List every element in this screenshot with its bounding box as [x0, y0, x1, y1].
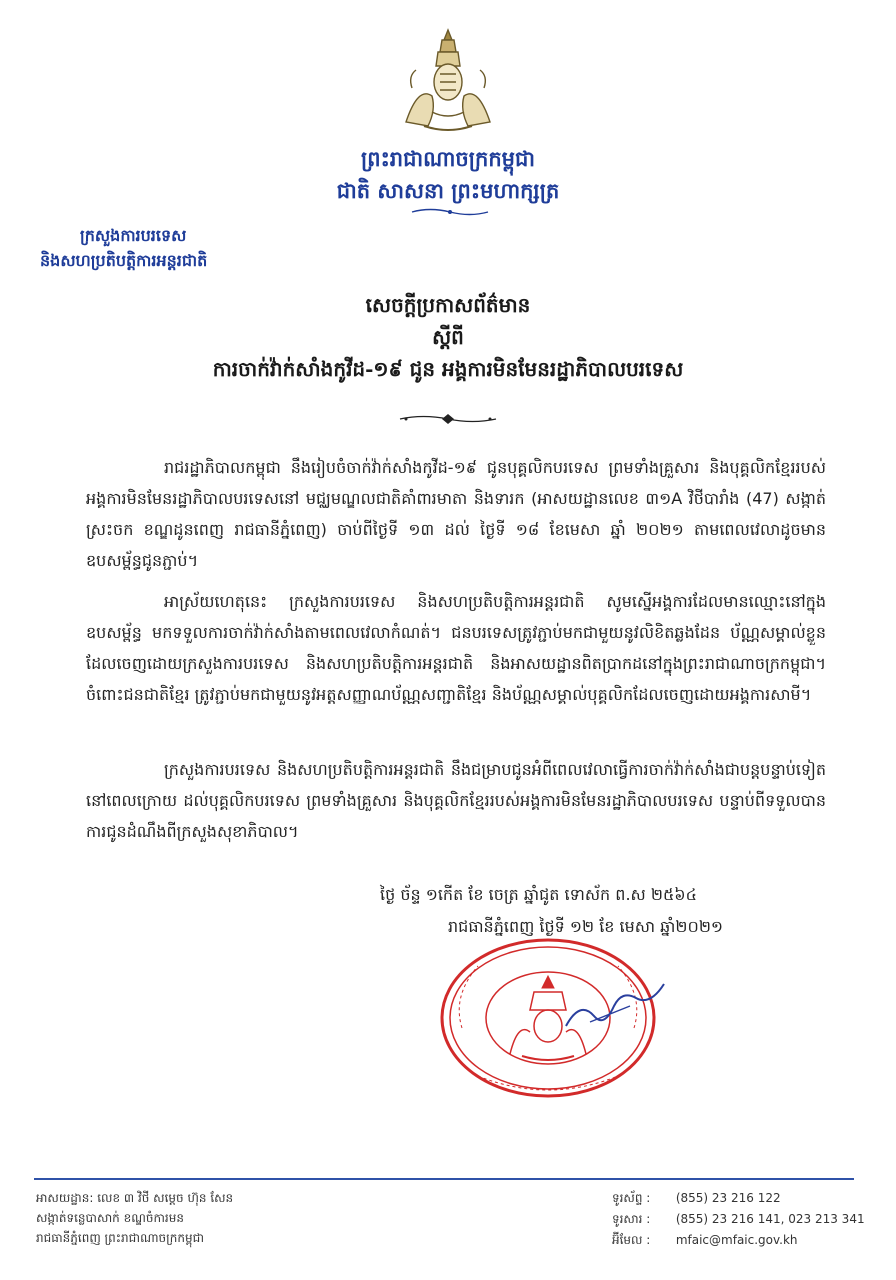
body-paragraph-3: ក្រសួងការបរទេស និងសហប្រតិបត្តិការអន្តរជាតិ នឹងជម្រាបជូនអំពីពេលវេលាធ្វើការចាក់វ៉ាក់សាំងជាបន្តបន្ទាប់ទៀតនៅពេលក្រោយ ដល់បុគ្គលិកបរទេស ព្រមទាំងគ្រួសារ និងបុគ្គលិកខ្មែររបស់អង្គការមិនមែនរដ្ឋាភិបាលបរទេស បន្ទាប់ពីទទួលបានការជូនដំណឹងពីក្រសួងសុខាភិបាល។	[86, 760, 826, 841]
kingdom-title: ព្រះរាជាណាចក្រកម្ពុជា	[360, 146, 535, 171]
ministry-name: ក្រសួងការបរទេស	[80, 226, 187, 245]
ornamental-divider-icon	[398, 412, 498, 426]
footer-divider	[34, 1178, 854, 1180]
footer-address	[36, 1188, 233, 1248]
email-value: mfaic@mfaic.gov.kh	[675, 1233, 798, 1247]
body-paragraph-2: អាស្រ័យហេតុនេះ ក្រសួងការបរទេស និងសហប្រតិបត្តិការអន្តរជាតិ សូមស្នើអង្គការដែលមានឈ្មោះនៅក្នុងឧបសម្ព័ន្ធ មកទទួលការចាក់វ៉ាក់សាំងតាមពេលវេលាកំណត់។ ជនបរទេសត្រូវភ្ជាប់មកជាមួយនូវលិខិតឆ្លងដែន ប័ណ្ណសម្គាល់ខ្លួន ដែលចេញដោយក្រសួងការបរទេស និងសហប្រតិបត្តិការអន្តរជាតិ និងអាសយដ្ឋានពិតប្រាកដនៅក្នុងព្រះរាជាណាចក្រកម្ពុជា។ ចំពោះជនជាតិខ្មែរ ត្រូវភ្ជាប់មកជាមួយនូវអត្តសញ្ញាណប័ណ្ណសញ្ជាតិខ្មែរ និងប័ណ្ណសម្គាល់បុគ្គលិកដែលចេញដោយអង្គការសាមី។	[86, 592, 826, 704]
phone-label: ទូរស័ព្ទ :	[612, 1191, 651, 1205]
royal-coat-of-arms-icon	[388, 26, 508, 136]
address-label: អាសយដ្ឋាន:	[36, 1191, 94, 1205]
fax-label: ទូរសារ :	[612, 1212, 651, 1226]
ministry-name-continued: និងសហប្រតិបត្តិការអន្តរជាតិ	[40, 251, 208, 270]
document-subject: ការចាក់វ៉ាក់សាំងកូវីដ-១៩ ជូន អង្គការមិនមែនរដ្ឋាភិបាលបរទេស	[212, 357, 684, 381]
phone-value: (855) 23 216 122	[675, 1191, 781, 1205]
document-title: សេចក្តីប្រកាសព័ត៌មាន	[365, 293, 531, 317]
lunar-date: ថ្ងៃ ច័ន្ទ ១កើត ខែ ចេត្រ ឆ្នាំជូត ទោស័ក ព.ស ២៥៦៤	[380, 885, 697, 904]
document-title-about: ស្តីពី	[432, 325, 464, 349]
solar-date: រាជធានីភ្នំពេញ ថ្ងៃទី ១២ ខែ មេសា ឆ្នាំ២០២១	[448, 917, 724, 936]
address-line-3: រាជធានីភ្នំពេញ ព្រះរាជាណាចក្រកម្ពុជា	[36, 1231, 204, 1245]
address-line-2: សង្កាត់ទន្លេបាសាក់ ខណ្ឌចំការមន	[36, 1211, 184, 1225]
motto-flourish-icon	[410, 207, 490, 217]
signature-icon	[560, 976, 670, 1036]
fax-value: (855) 23 216 141, 023 213 341	[675, 1212, 865, 1226]
body-paragraph-1: រាជរដ្ឋាភិបាលកម្ពុជា នឹងរៀបចំចាក់វ៉ាក់សាំងកូវីដ-១៩ ជូនបុគ្គលិកបរទេស ព្រមទាំងគ្រួសារ និងបុគ្គលិកខ្មែររបស់អង្គការមិនមែនរដ្ឋាភិបាលបរទេសនៅ មជ្ឈមណ្ឌលជាតិគាំពារមាតា និងទារក (អាសយដ្ឋានលេខ ៣១A វិថីបារាំង (47) សង្កាត់ស្រះចក ខណ្ឌដូនពេញ រាជធានីភ្នំពេញ) ចាប់ពីថ្ងៃទី ១៣ ដល់ ថ្ងៃទី ១៨ ខែមេសា ឆ្នាំ ២០២១ តាមពេលវេលាដូចមានឧបសម្ព័ន្ធជូនភ្ជាប់។	[86, 458, 826, 570]
national-motto: ជាតិ សាសនា ព្រះមហាក្សត្រ	[336, 178, 560, 203]
email-label: អ៊ីមែល :	[612, 1233, 651, 1247]
address-line-1: លេខ ៣ វិថី សម្តេច ហ៊ុន សែន	[97, 1191, 234, 1205]
footer-contact	[612, 1188, 865, 1251]
